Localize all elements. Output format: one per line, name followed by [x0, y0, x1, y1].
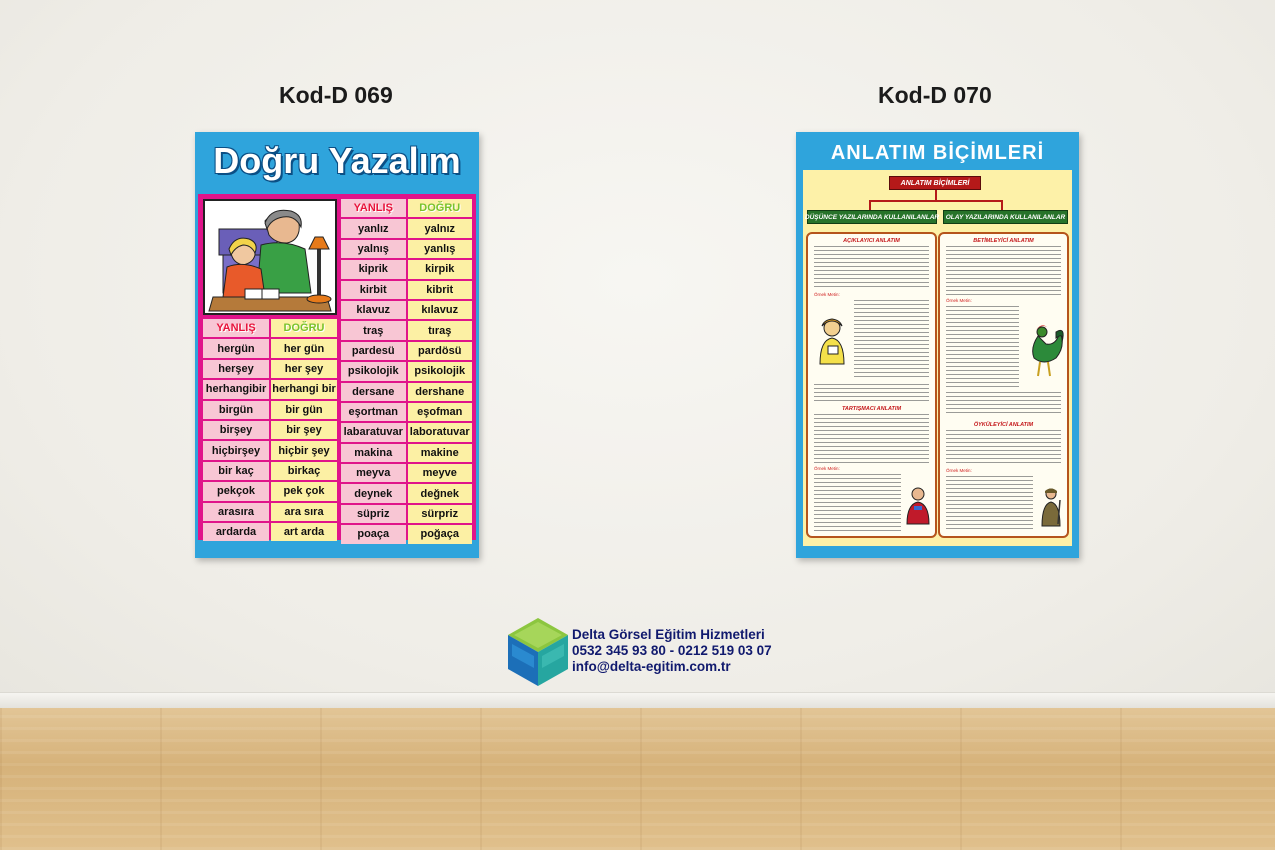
text-block [814, 246, 929, 290]
father-child-reading-icon [205, 201, 335, 313]
wrong-spelling-cell: bir kaç [203, 462, 269, 480]
wrong-spelling-cell: eşortman [341, 403, 406, 421]
text-block [814, 474, 901, 532]
section-betimleyici: BETİMLEYİCİ ANLATIM [973, 238, 1034, 244]
header-wrong: YANLIŞ [341, 199, 406, 217]
wrong-spelling-cell: labaratuvar [341, 423, 406, 441]
text-block [854, 300, 929, 380]
speaker-figure-icon [904, 486, 932, 526]
baseboard [0, 692, 1275, 708]
wrong-spelling-cell: pekçok [203, 482, 269, 500]
correct-spelling-cell: bir şey [271, 421, 337, 439]
wrong-spelling-cell: herşey [203, 360, 269, 378]
correct-spelling-cell: art arda [271, 523, 337, 541]
company-phones: 0532 345 93 80 - 0212 519 03 07 [572, 643, 772, 658]
correct-spelling-cell: her şey [271, 360, 337, 378]
correct-spelling-cell: kibrit [408, 281, 473, 299]
wrong-spelling-cell: deynek [341, 484, 406, 502]
correct-spelling-cell: ara sıra [271, 503, 337, 521]
text-block [814, 414, 929, 464]
correct-spelling-cell: dershane [408, 383, 473, 401]
branch-olay: OLAY YAZILARINDA KULLANILANLAR [943, 210, 1068, 224]
correct-spelling-cell: yanlış [408, 240, 473, 258]
correct-spelling-cell: birkaç [271, 462, 337, 480]
wrong-spelling-cell: kirbit [341, 281, 406, 299]
text-block [946, 476, 1033, 532]
diagram-root-box: ANLATIM BİÇİMLERİ [889, 176, 981, 190]
text-block [946, 246, 1061, 296]
poster2-title: ANLATIM BİÇİMLERİ [830, 142, 1045, 164]
correct-spelling-cell: poğaça [408, 525, 473, 543]
right-poster-code: Kod-D 070 [878, 82, 992, 108]
poster-anlatim-bicimleri[interactable] [796, 132, 1079, 558]
rooster-icon [1022, 318, 1066, 378]
header-right: DOĞRU [271, 319, 337, 337]
correct-spelling-cell: bir gün [271, 401, 337, 419]
poster2-body [803, 170, 1072, 546]
wrong-spelling-cell: dersane [341, 383, 406, 401]
connector-line [1001, 200, 1003, 210]
left-word-table [203, 319, 337, 541]
correct-spelling-cell: meyve [408, 464, 473, 482]
wrong-spelling-cell: pardesü [341, 342, 406, 360]
example-label: Örnek Metin: [946, 298, 972, 303]
section-aciklayici: AÇIKLAYICI ANLATIM [843, 238, 900, 244]
example-label: Örnek Metin: [946, 468, 972, 473]
wrong-spelling-cell: herhangibir [203, 380, 269, 398]
wrong-spelling-cell: meyva [341, 464, 406, 482]
section-tartismaci: TARTIŞMACI ANLATIM [841, 406, 902, 412]
header-wrong: YANLIŞ [203, 319, 269, 337]
wrong-spelling-cell: hergün [203, 339, 269, 357]
correct-spelling-cell: kılavuz [408, 301, 473, 319]
connector-line [935, 190, 937, 200]
correct-spelling-cell: değnek [408, 484, 473, 502]
wrong-spelling-cell: yanlız [341, 219, 406, 237]
wrong-spelling-cell: birgün [203, 401, 269, 419]
wrong-spelling-cell: ardarda [203, 523, 269, 541]
wrong-spelling-cell: kiprik [341, 260, 406, 278]
correct-spelling-cell: makine [408, 444, 473, 462]
correct-spelling-cell: yalnız [408, 219, 473, 237]
poster1-body [198, 194, 476, 540]
branch-dusunce: DÜŞÜNCE YAZILARINDA KULLANILANLAR [807, 210, 937, 224]
poster1-title: Doğru Yazalım [213, 140, 461, 181]
company-name: Delta Görsel Eğitim Hizmetleri [572, 627, 765, 642]
correct-spelling-cell: sürpriz [408, 505, 473, 523]
wrong-spelling-cell: poaça [341, 525, 406, 543]
delta-cube-logo-icon [508, 618, 568, 686]
text-block [946, 392, 1061, 416]
correct-spelling-cell: pek çok [271, 482, 337, 500]
header-right: DOĞRU [408, 199, 473, 217]
text-block [946, 306, 1019, 388]
correct-spelling-cell: kirpik [408, 260, 473, 278]
wooden-floor [0, 708, 1275, 850]
connector-line [869, 200, 1003, 202]
text-block [814, 384, 929, 402]
connector-line [869, 200, 871, 210]
wrong-spelling-cell: hiçbirşey [203, 441, 269, 459]
wrong-spelling-cell: psikolojik [341, 362, 406, 380]
section-oykuleyici: ÖYKÜLEYİCİ ANLATIM [973, 422, 1034, 428]
company-email[interactable]: info@delta-egitim.com.tr [572, 659, 731, 674]
text-block [946, 430, 1061, 466]
wrong-spelling-cell: klavuz [341, 301, 406, 319]
correct-spelling-cell: tıraş [408, 321, 473, 339]
left-text-panel [806, 232, 937, 538]
poster-dogru-yazalim[interactable] [195, 132, 479, 558]
wrong-spelling-cell: makina [341, 444, 406, 462]
correct-spelling-cell: eşofman [408, 403, 473, 421]
wrong-spelling-cell: arasıra [203, 503, 269, 521]
correct-spelling-cell: laboratuvar [408, 423, 473, 441]
correct-spelling-cell: her gün [271, 339, 337, 357]
example-label: Örnek Metin: [814, 292, 840, 297]
example-label: Örnek Metin: [814, 466, 840, 471]
correct-spelling-cell: herhangi bir [271, 380, 337, 398]
right-text-panel [938, 232, 1069, 538]
study-illustration [203, 199, 337, 315]
wrong-spelling-cell: yalnış [341, 240, 406, 258]
left-poster-code: Kod-D 069 [279, 82, 393, 108]
wrong-spelling-cell: birşey [203, 421, 269, 439]
correct-spelling-cell: psikolojik [408, 362, 473, 380]
woman-figure-icon [814, 316, 850, 366]
wrong-spelling-cell: süpriz [341, 505, 406, 523]
right-word-table [341, 199, 472, 544]
wrong-spelling-cell: traş [341, 321, 406, 339]
correct-spelling-cell: hiçbir şey [271, 441, 337, 459]
soldier-figure-icon [1038, 486, 1064, 528]
correct-spelling-cell: pardösü [408, 342, 473, 360]
